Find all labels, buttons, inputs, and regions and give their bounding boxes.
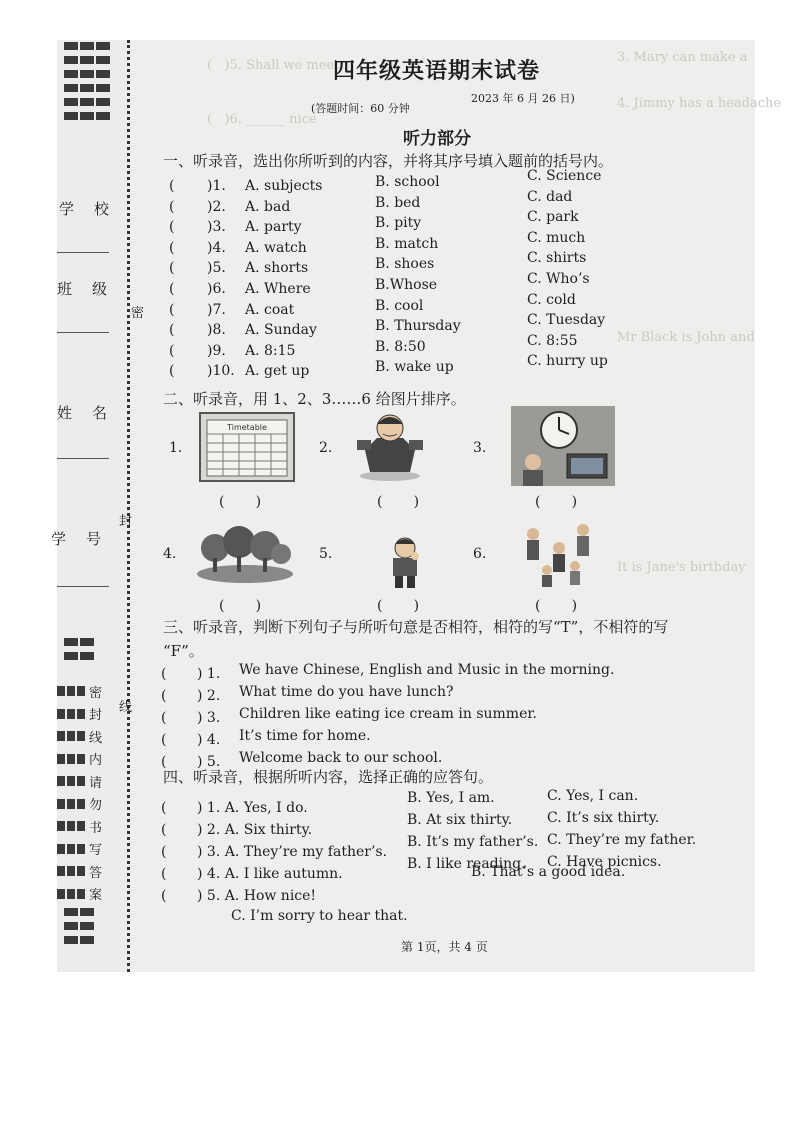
option-c[interactable]: C. 8:55 [527, 332, 578, 349]
option-c[interactable]: C. Tuesday [527, 312, 606, 329]
option-b[interactable]: B. That’s a good idea. [471, 864, 626, 880]
picture-label-3: 3. [473, 440, 487, 456]
warning-char: 勿 [89, 798, 103, 814]
option-a[interactable]: A. subjects [245, 178, 323, 194]
option-a[interactable]: ) 2. A. Six thirty. [197, 822, 313, 838]
mid-squares [64, 638, 112, 660]
answer-paren[interactable]: ( [161, 866, 167, 882]
seal-dotted-line [127, 40, 130, 972]
bleed-through-text: Mr Black is John and [617, 330, 755, 345]
option-c[interactable]: C. much [527, 229, 586, 246]
option-a[interactable]: A. watch [245, 239, 307, 256]
option-a[interactable]: A. party [245, 219, 302, 236]
section2-heading: 二、听录音，用 1、2、3……6 给图片排序。 [163, 390, 466, 408]
class-label: 班级 [57, 280, 128, 298]
answer-paren-1[interactable]: ( ) [219, 494, 262, 510]
top-squares [64, 42, 112, 120]
class-line [57, 332, 109, 333]
option-c[interactable]: C. dad [527, 188, 573, 205]
answer-paren-2[interactable]: ( ) [377, 494, 420, 510]
seal-char-mi: 密 [131, 306, 145, 321]
picture-label-5: 5. [319, 546, 333, 562]
item-number: )10. [207, 363, 235, 380]
children-playing-picture [517, 518, 601, 592]
bleed-through-text: ( )5. Shall we meet [207, 58, 340, 73]
item-number: ) 2. [197, 688, 221, 704]
warning-char: 请 [89, 775, 103, 791]
seal-char-xian: 线 [119, 700, 133, 715]
name-line [57, 458, 109, 459]
option-c[interactable]: C. Yes, I can. [547, 788, 639, 804]
main-content [155, 40, 755, 972]
option-a[interactable]: A. bad [245, 198, 291, 215]
answer-paren-6[interactable]: ( ) [535, 598, 578, 614]
page-title: 四年级英语期末试卷 [333, 58, 541, 84]
exam-date: 2023 年 6 月 26 日) [471, 92, 575, 105]
option-a[interactable]: A. Where [245, 281, 311, 297]
warning-char: 封 [89, 708, 103, 724]
trees-picture [195, 524, 295, 588]
option-c[interactable]: C. Science [527, 168, 602, 184]
statement-text: We have Chinese, English and Music in the morning. [239, 662, 615, 678]
section3-heading-line1: 三、听录音，判断下列句子与所听句意是否相符，相符的写“T”，不相符的写 [163, 618, 669, 636]
picture-label-4: 4. [163, 546, 177, 562]
warning-char: 内 [89, 753, 103, 769]
item-number: )9. [207, 342, 226, 359]
option-c[interactable]: C. I’m sorry to hear that. [231, 908, 408, 924]
seal-char-feng: 封 [119, 514, 133, 529]
picture-label-6: 6. [473, 546, 487, 562]
option-b[interactable]: B. Yes, I am. [407, 790, 495, 806]
option-b[interactable]: B. cool [375, 297, 424, 314]
picture-label-2: 2. [319, 440, 333, 456]
option-b[interactable]: B. Thursday [375, 318, 461, 335]
option-b[interactable]: B. match [375, 235, 439, 252]
option-a[interactable]: ) 5. A. How nice! [197, 888, 317, 904]
answer-paren[interactable]: ( [161, 844, 167, 860]
listening-part-title: 听力部分 [403, 129, 471, 149]
option-b[interactable]: B. wake up [375, 359, 454, 376]
option-b[interactable]: B. It’s my father’s. [407, 834, 539, 850]
option-b[interactable]: B. school [375, 174, 440, 190]
option-a[interactable]: ) 1. A. Yes, I do. [197, 800, 308, 816]
warning-char: 书 [89, 820, 103, 836]
item-number: )5. [207, 260, 226, 277]
answer-paren[interactable]: ( [169, 281, 175, 297]
option-b[interactable]: B. I like reading. [407, 856, 526, 872]
number-label: 学号 [51, 530, 122, 548]
warning-char: 案 [89, 888, 103, 904]
answer-paren-5[interactable]: ( ) [377, 598, 420, 614]
item-number: ) 1. [197, 666, 221, 682]
option-a[interactable]: A. coat [245, 301, 295, 318]
section1-heading: 一、听录音，选出你所听到的内容，并将其序号填入题前的括号内。 [163, 152, 614, 170]
answer-paren[interactable]: ( [161, 800, 167, 816]
school-label: 学校 [59, 200, 130, 218]
option-b[interactable]: B. pity [375, 215, 422, 232]
warning-char: 写 [89, 843, 103, 859]
option-a[interactable]: A. 8:15 [245, 342, 296, 359]
option-b[interactable]: B. At six thirty. [407, 812, 513, 828]
timetable-caption: Timetable [227, 423, 267, 432]
name-label: 姓名 [57, 404, 128, 422]
option-c[interactable]: C. shirts [527, 250, 587, 267]
answer-paren[interactable]: ( [169, 260, 175, 277]
answer-paren[interactable]: ( [169, 178, 175, 194]
bleed-through-text: It is Jane's birthday [617, 560, 746, 575]
answer-paren-4[interactable]: ( ) [219, 598, 262, 614]
answer-paren[interactable]: ( [161, 666, 167, 682]
answer-paren[interactable]: ( [169, 363, 175, 380]
warning-char: 答 [89, 865, 103, 881]
item-number: )2. [207, 198, 226, 215]
option-b[interactable]: B.Whose [375, 277, 438, 293]
item-number: ) 5. [197, 754, 221, 770]
option-c[interactable]: C. park [527, 209, 579, 226]
binding-strip [51, 40, 130, 972]
bleed-through-text: 3. Mary can make a [617, 50, 748, 65]
option-c[interactable]: C. hurry up [527, 353, 608, 370]
option-c[interactable]: C. Have picnics. [547, 854, 662, 870]
statement-text: What time do you have lunch? [239, 684, 454, 700]
sick-child-picture [385, 536, 425, 592]
item-number: )1. [207, 178, 226, 194]
option-a[interactable]: A. Sunday [245, 322, 317, 339]
item-number: ) 3. [197, 710, 221, 726]
answer-paren[interactable]: ( [161, 754, 167, 770]
picture-label-1: 1. [169, 440, 183, 456]
item-number: )7. [207, 301, 226, 318]
answer-paren-3[interactable]: ( ) [535, 494, 578, 510]
item-number: )4. [207, 239, 226, 256]
cold-boy-picture [355, 410, 425, 486]
option-c[interactable]: C. They’re my father. [547, 832, 697, 848]
answer-paren[interactable]: ( [161, 888, 167, 904]
answer-paren[interactable]: ( [169, 342, 175, 359]
statement-text: Children like eating ice cream in summer. [239, 706, 537, 722]
section4-heading: 四、听录音，根据所听内容，选择正确的应答句。 [163, 768, 494, 786]
clock-tv-picture [511, 406, 615, 490]
statement-text: It’s time for home. [239, 728, 371, 744]
option-a[interactable]: ) 4. A. I like autumn. [197, 866, 343, 882]
answer-paren[interactable]: ( [169, 239, 175, 256]
statement-text: Welcome back to our school. [239, 750, 443, 766]
item-number: ) 4. [197, 732, 221, 748]
item-number: )8. [207, 322, 226, 339]
item-number: )3. [207, 219, 226, 236]
item-number: )6. [207, 281, 226, 297]
option-c[interactable]: C. cold [527, 291, 576, 308]
answer-paren[interactable]: ( [161, 710, 167, 726]
option-a[interactable]: A. shorts [245, 260, 309, 277]
option-b[interactable]: B. shoes [375, 256, 435, 273]
warning-char: 线 [89, 730, 103, 746]
page-footer: 第 1页，共 4 页 [401, 940, 488, 954]
bottom-squares [64, 908, 112, 944]
option-b[interactable]: B. bed [375, 194, 421, 211]
time-note: (答题时间：60 分钟 [311, 102, 410, 115]
option-a[interactable]: A. get up [245, 363, 310, 380]
option-c[interactable]: C. Who’s [527, 271, 590, 287]
warning-char: 密 [89, 685, 103, 701]
answer-paren[interactable]: ( [161, 732, 167, 748]
answer-paren[interactable]: ( [169, 198, 175, 215]
answer-paren[interactable]: ( [161, 822, 167, 838]
option-b[interactable]: B. 8:50 [375, 338, 426, 355]
bleed-through-text: 4. Jimmy has a headache [617, 96, 782, 111]
section3-heading-line2: “F”。 [163, 642, 204, 660]
number-line [57, 586, 109, 587]
exam-sheet [51, 40, 782, 972]
school-line [57, 252, 109, 253]
option-a[interactable]: ) 3. A. They’re my father’s. [197, 844, 388, 860]
option-c[interactable]: C. It’s six thirty. [547, 810, 660, 826]
answer-paren[interactable]: ( [169, 301, 175, 318]
answer-paren[interactable]: ( [161, 688, 167, 704]
answer-paren[interactable]: ( [169, 322, 175, 339]
bleed-through-text: ( )6. ______ nice [207, 112, 317, 127]
answer-paren[interactable]: ( [169, 219, 175, 236]
timetable-picture [199, 412, 295, 486]
warning-column [57, 680, 117, 905]
